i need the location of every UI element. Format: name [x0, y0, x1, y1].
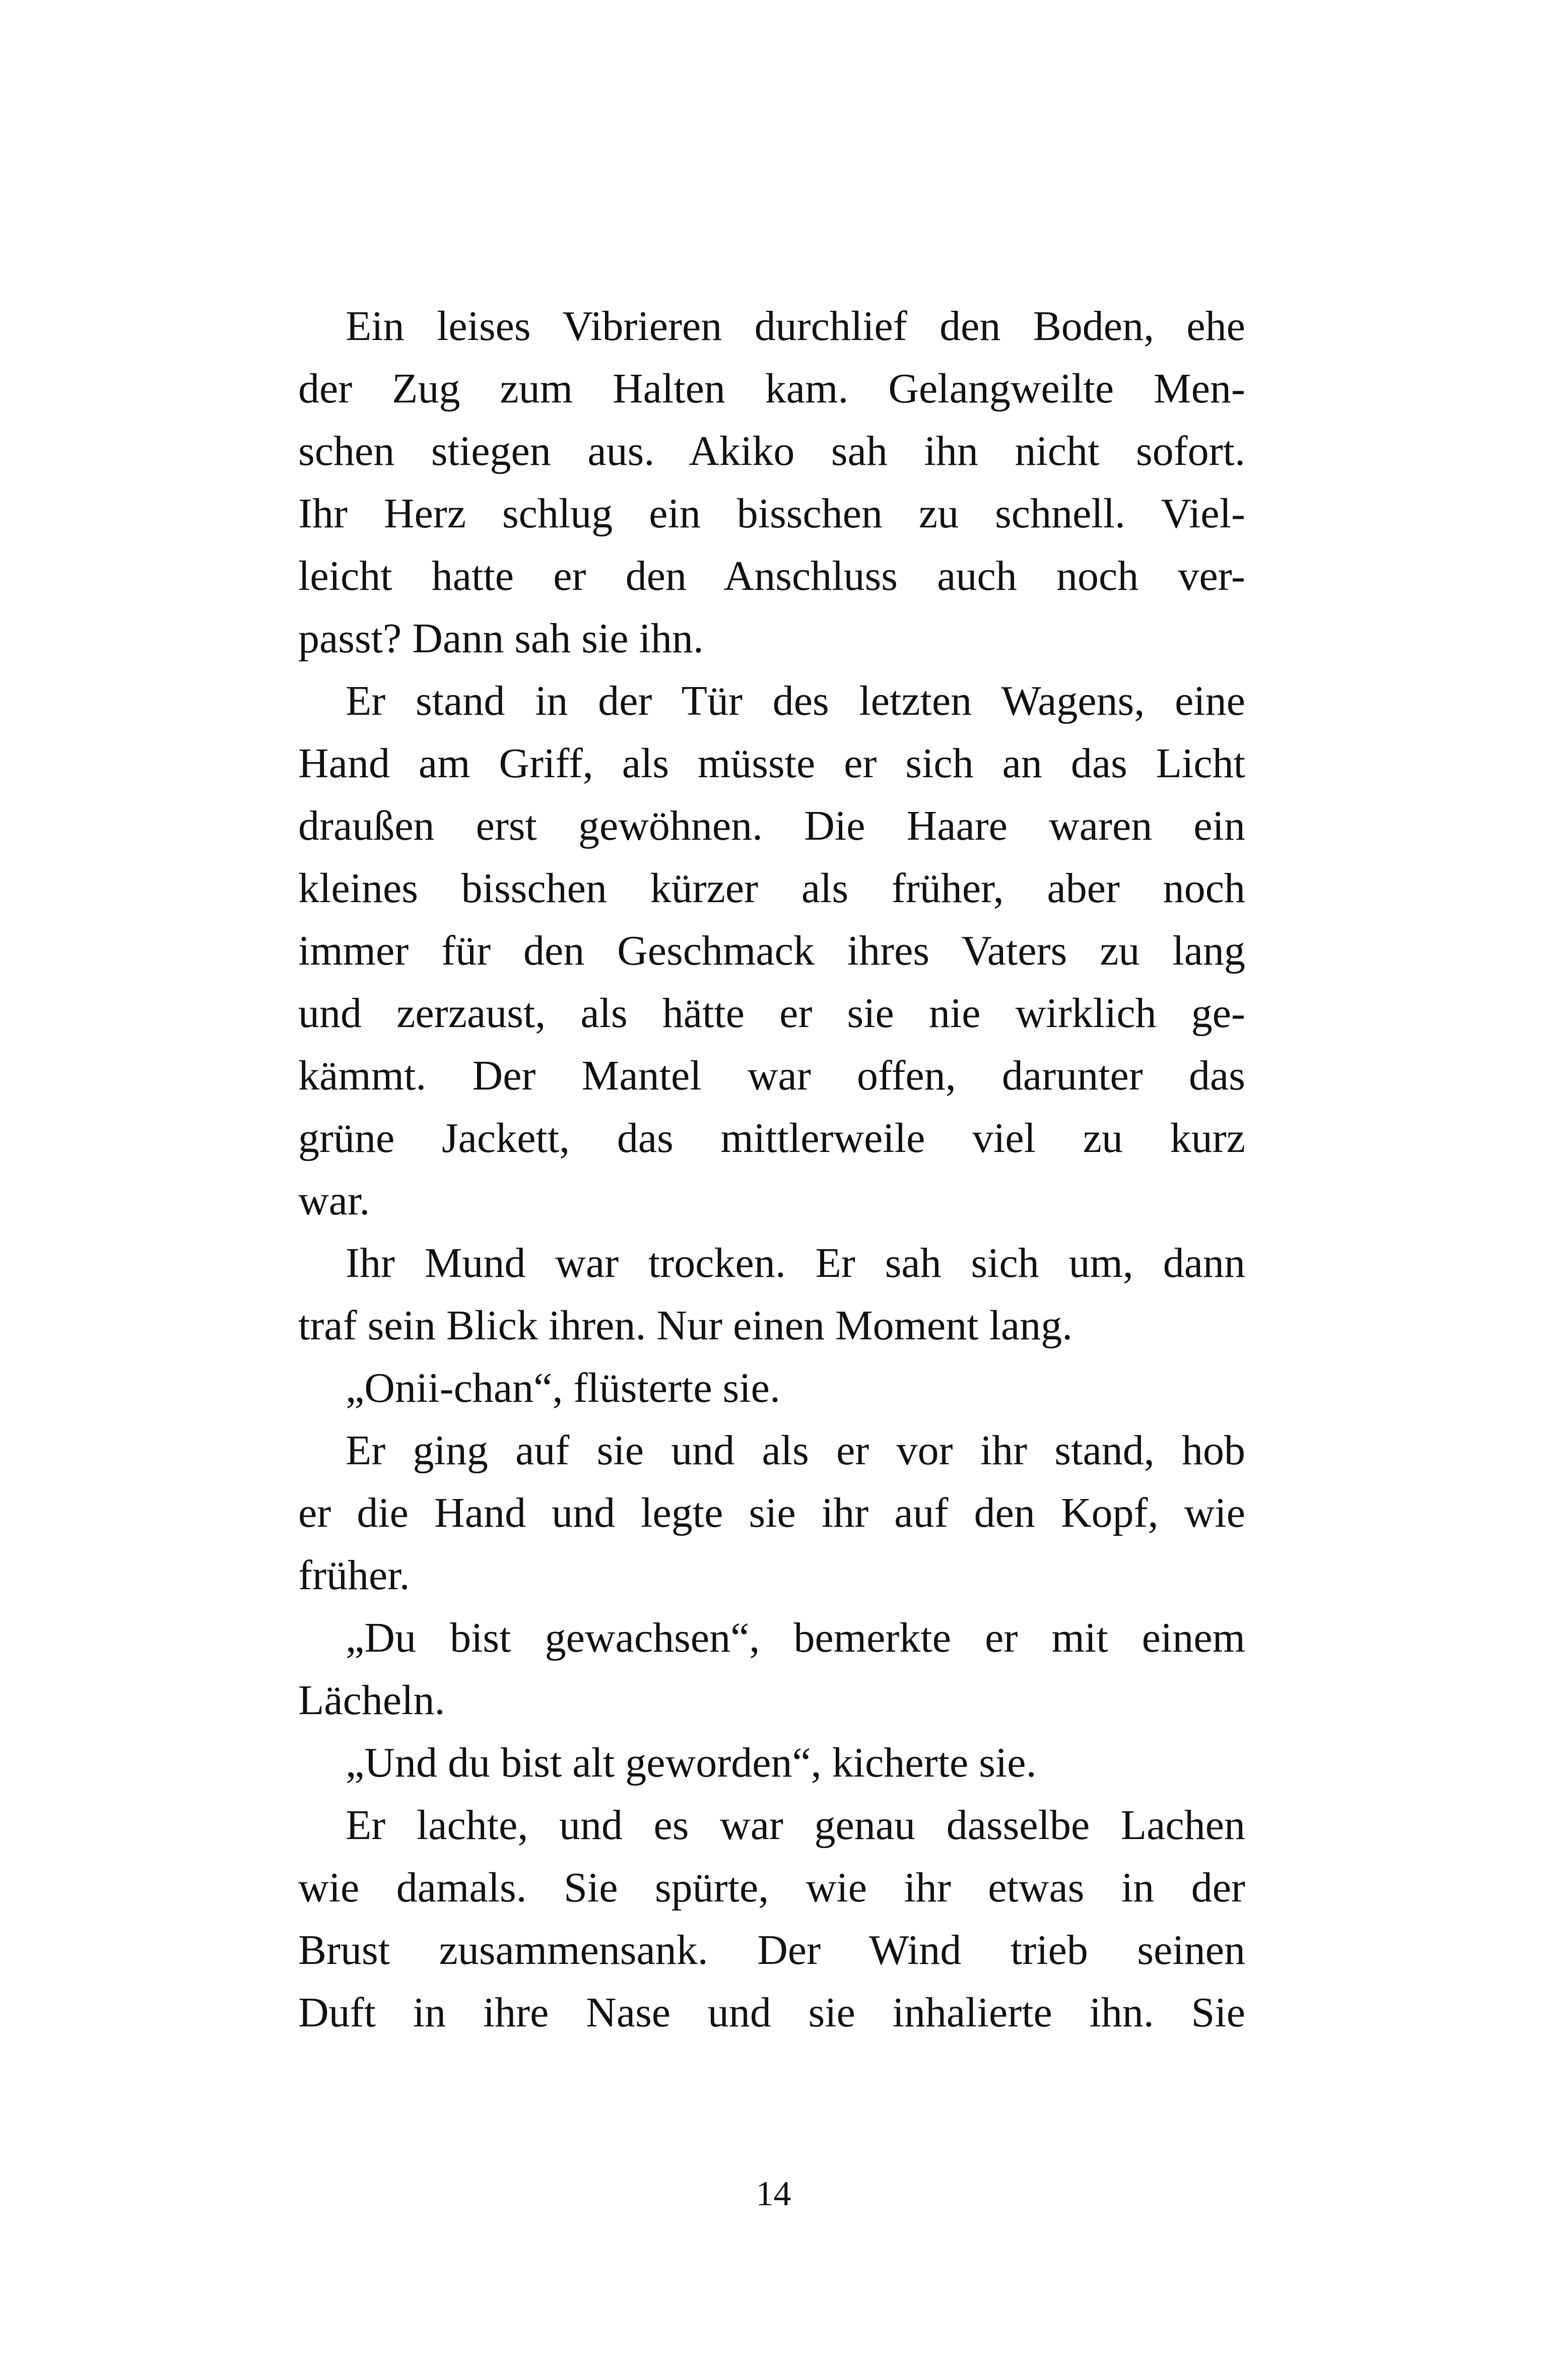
text-line: Duft in ihre Nase und sie inhalierte ihn. Sie	[298, 1989, 1245, 2036]
text-line: „Du bist gewachsen“, bemerkte er mit einem	[346, 1614, 1245, 1661]
text-line: Er lachte, und es war genau dasselbe Lachen	[346, 1802, 1245, 1849]
text-line: schen stiegen aus. Akiko sah ihn nicht sofort.	[298, 428, 1245, 474]
text-line: Er ging auf sie und als er vor ihr stand, hob	[346, 1427, 1245, 1474]
text-line: leicht hatte er den Anschluss auch noch ver-	[298, 553, 1245, 599]
text-line: kämmt. Der Mantel war offen, darunter das	[298, 1052, 1245, 1099]
text-line: draußen erst gewöhnen. Die Haare waren ein	[298, 802, 1245, 849]
text-line: Hand am Griff, als müsste er sich an das Licht	[298, 740, 1245, 787]
text-line: passt? Dann sah sie ihn.	[298, 615, 704, 662]
text-line: kleines bisschen kürzer als früher, aber noch	[298, 865, 1245, 912]
page-number: 14	[756, 2174, 791, 2213]
text-line: Ihr Herz schlug ein bisschen zu schnell. Viel-	[298, 490, 1245, 537]
text-line: wie damals. Sie spürte, wie ihr etwas in der	[298, 1864, 1245, 1911]
text-line: traf sein Blick ihren. Nur einen Moment lang.	[298, 1302, 1073, 1349]
text-line: grüne Jackett, das mittlerweile viel zu kurz	[298, 1115, 1245, 1162]
text-line: war.	[298, 1177, 370, 1224]
text-line: Er stand in der Tür des letzten Wagens, eine	[346, 677, 1245, 724]
text-line: früher.	[298, 1552, 410, 1599]
text-line: „Und du bist alt geworden“, kicherte sie.	[346, 1739, 1037, 1786]
text-line: Lächeln.	[298, 1677, 445, 1724]
text-line: er die Hand und legte sie ihr auf den Kopf, wie	[298, 1489, 1245, 1536]
text-line: und zerzaust, als hätte er sie nie wirklich ge-	[298, 990, 1245, 1037]
text-line: Ein leises Vibrieren durchlief den Boden, ehe	[346, 303, 1245, 350]
text-line: Ihr Mund war trocken. Er sah sich um, dann	[346, 1240, 1245, 1286]
text-line: Brust zusammensank. Der Wind trieb seinen	[298, 1927, 1245, 1974]
text-line: immer für den Geschmack ihres Vaters zu lang	[298, 927, 1245, 974]
text-line: der Zug zum Halten kam. Gelangweilte Men-	[298, 365, 1245, 412]
text-line: „Onii-chan“, flüsterte sie.	[346, 1365, 780, 1411]
